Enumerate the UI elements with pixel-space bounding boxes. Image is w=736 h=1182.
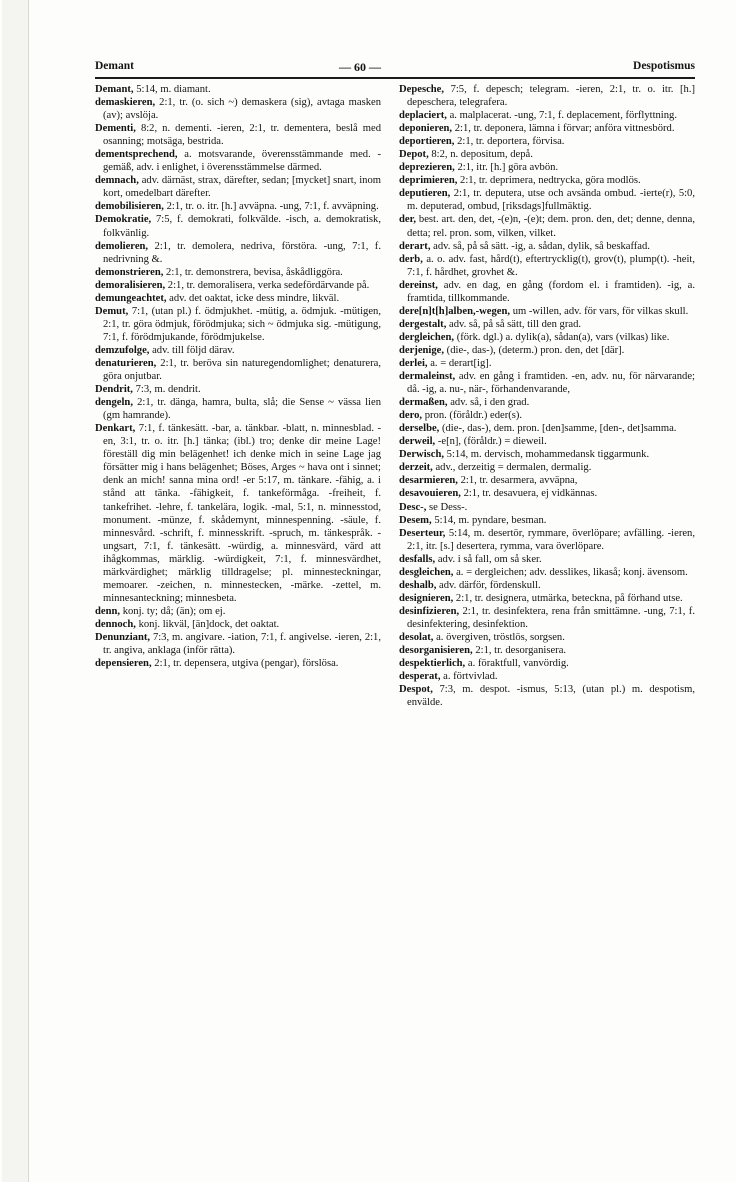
dictionary-entry — [399, 683, 695, 709]
entry-definition: 2:1, tr. demoralisera, verka sedefördärvande på. — [167, 279, 370, 291]
entry-definition: 2:1, tr. desarmera, avväpna, — [460, 475, 578, 487]
dictionary-entry — [399, 579, 695, 592]
entry-headword: desgleichen, — [399, 566, 454, 578]
dictionary-entry — [399, 487, 695, 500]
entry-headword: derart, — [399, 240, 431, 252]
entry-headword: derselbe, — [399, 423, 440, 435]
dictionary-entry — [399, 514, 695, 527]
entry-definition: 2:1, tr. desinfektera, rena från smittämne. -ung, 7:1, f. desinfektering, desinfektion. — [407, 605, 695, 630]
dictionary-entry — [95, 279, 381, 292]
entry-definition: 5:14, m. diamant. — [136, 84, 211, 95]
entry-definition: a. = dergleichen; adv. desslikes, likaså; konj. ävensom. — [456, 566, 688, 578]
page-binding-edge — [2, 0, 29, 1182]
dictionary-entry — [399, 657, 695, 670]
dictionary-entry — [95, 657, 381, 670]
dictionary-entry — [399, 83, 695, 109]
dictionary-entry — [399, 122, 695, 135]
entry-definition: um -willen, adv. för vars, för vilkas skull. — [512, 305, 689, 317]
dictionary-entry — [95, 292, 381, 305]
entry-headword: Depesche, — [399, 84, 445, 95]
dictionary-entry — [399, 161, 695, 174]
entry-headword: deportieren, — [399, 136, 455, 148]
entry-headword: depensieren, — [95, 658, 152, 670]
entry-definition: adv. det oaktat, icke dess mindre, likväl. — [169, 292, 340, 304]
entry-headword: desorganisieren, — [399, 645, 473, 657]
dictionary-entry — [95, 631, 381, 657]
entry-definition: (förk. dgl.) a. dylik(a), sådan(a), vars (vilkas) like. — [456, 331, 670, 343]
entry-definition: 5:14, m. pyndare, besman. — [434, 514, 547, 526]
entry-headword: Desc-, — [399, 501, 427, 513]
dictionary-entry — [399, 474, 695, 487]
header-rule — [95, 77, 695, 79]
entry-headword: Dendrit, — [95, 384, 133, 396]
entry-headword: dero, — [399, 410, 423, 422]
entry-definition: adv. därför, fördenskull. — [439, 579, 541, 591]
entry-headword: demzufolge, — [95, 344, 150, 356]
dictionary-entry — [399, 566, 695, 579]
entry-headword: desarmieren, — [399, 475, 458, 487]
entry-definition: 2:1, tr. desorganisera. — [475, 645, 567, 657]
entry-headword: Demut, — [95, 305, 129, 317]
dictionary-entry — [399, 553, 695, 566]
dictionary-entry — [95, 96, 381, 122]
dictionary-entry — [95, 422, 381, 605]
entry-headword: Depot, — [399, 149, 429, 161]
entry-headword: dergestalt, — [399, 318, 447, 330]
entry-definition: 2:1, tr. deportera, förvisa. — [457, 136, 565, 148]
entry-definition: adv. i så fall, om så sker. — [437, 553, 542, 565]
dictionary-entry — [95, 174, 381, 200]
dictionary-entry — [95, 213, 381, 239]
entry-definition: 2:1, tr. beröva sin naturegendomlighet; denaturera, göra onjutbar. — [103, 357, 381, 383]
dictionary-entry — [399, 148, 695, 161]
dictionary-entry — [399, 357, 695, 370]
dictionary-entry — [399, 592, 695, 605]
entry-headword: demnach, — [95, 175, 139, 187]
right-guide-word: Despotismus — [633, 60, 695, 72]
dictionary-entry — [399, 135, 695, 148]
dictionary-entry — [95, 383, 381, 396]
entry-headword: desolat, — [399, 631, 434, 643]
entry-definition: 5:14, m. desertör, rymmare, överlöpare; avfälling. -ieren, 2:1, itr. [s.] desertera, rymma, vara överlöpare. — [407, 527, 695, 552]
dictionary-entry — [399, 527, 695, 553]
entry-headword: demonstrieren, — [95, 266, 164, 278]
entry-headword: Denunziant, — [95, 631, 151, 643]
entry-headword: Desem, — [399, 514, 432, 526]
entry-headword: derb, — [399, 253, 423, 265]
entry-definition: 2:1, tr. deponera, lämna i förvar; anföra vittnesbörd. — [454, 123, 675, 135]
entry-definition: 7:3, m. dendrit. — [135, 384, 201, 396]
entry-definition: se Dess-. — [429, 501, 468, 513]
entry-definition: 7:3, m. despot. -ismus, 5:13, (utan pl.) m. despotism, envälde. — [407, 684, 695, 709]
entry-definition: adv. en gång i framtiden. -en, adv. nu, för närvarande; då. -ig, a. nu-, när-, förhandenvarande, — [407, 371, 695, 396]
right-column — [399, 83, 695, 709]
entry-definition: a. = derart[ig]. — [430, 357, 492, 369]
entry-definition: 2:1, tr. deputera, utse och avsända ombud. -ierte(r), 5:0, m. deputerad, ombud, [riksdags]fullmäktig. — [407, 188, 696, 213]
entry-headword: dermaßen, — [399, 397, 448, 409]
dictionary-entry — [399, 461, 695, 474]
entry-headword: despektierlich, — [399, 658, 466, 670]
entry-definition: adv. en dag, en gång (fordom el. i framtiden). -ig, a. framtida, tillkommande. — [407, 279, 695, 304]
entry-definition: 2:1, tr. o. itr. [h.] avväpna. -ung, 7:1, f. avväpning. — [166, 201, 379, 213]
dictionary-entry — [399, 174, 695, 187]
entry-headword: Despot, — [399, 684, 433, 696]
entry-definition: 5:14, m. dervisch, mohammedansk tiggarmunk. — [446, 449, 650, 461]
entry-definition: adv., derzeitig = dermalen, dermalig. — [435, 462, 592, 474]
entry-headword: desavouieren, — [399, 488, 461, 500]
left-column — [95, 83, 381, 670]
entry-headword: dermaleinst, — [399, 371, 456, 383]
dictionary-entry — [95, 266, 381, 279]
entry-definition: adv. till följd därav. — [152, 344, 235, 356]
dictionary-entry — [399, 253, 695, 279]
entry-definition: 2:1, tr. designera, utmärka, beteckna, på förhand utse. — [455, 592, 683, 604]
entry-headword: dere[n]t[h]alben,-wegen, — [399, 305, 511, 317]
entry-definition: 7:5, f. demokrati, folkvälde. -isch, a. demokratisk, folkvänlig. — [103, 214, 381, 239]
page-header — [95, 60, 695, 78]
dictionary-entry — [399, 501, 695, 514]
entry-headword: der, — [399, 214, 416, 226]
dictionary-entry — [399, 435, 695, 448]
entry-definition: konj. ty; då; (än); om ej. — [122, 605, 226, 617]
entry-definition: a. o. adv. fast, hård(t), eftertrycklig(t), grov(t), plump(t). -heit, 7:1, f. hårdhet, grovhet &. — [407, 253, 695, 278]
entry-headword: deputieren, — [399, 188, 451, 200]
entry-headword: deplaciert, — [399, 110, 447, 122]
entry-definition: a. övergiven, tröstlös, sorgsen. — [436, 631, 565, 643]
entry-headword: dementsprechend, — [95, 149, 178, 161]
entry-headword: dennoch, — [95, 618, 136, 630]
entry-definition: a. malplacerat. -ung, 7:1, f. deplacement, förflyttning. — [449, 110, 677, 122]
entry-definition: a. förtvivlad. — [443, 671, 498, 683]
dictionary-entry — [399, 605, 695, 631]
entry-headword: derjenige, — [399, 344, 445, 356]
entry-definition: 2:1, itr. [h.] göra avbön. — [457, 162, 559, 174]
entry-definition: 2:1, tr. deprimera, nedtrycka, göra modlös. — [460, 175, 641, 187]
dictionary-entry — [399, 344, 695, 357]
entry-headword: deprimieren, — [399, 175, 458, 187]
dictionary-entry — [399, 670, 695, 683]
dictionary-entry — [399, 396, 695, 409]
entry-headword: demolieren, — [95, 240, 149, 252]
dictionary-entry — [399, 240, 695, 253]
entry-headword: derzeit, — [399, 462, 433, 474]
entry-headword: dereinst, — [399, 279, 438, 291]
dictionary-entry — [95, 605, 381, 618]
dictionary-entry — [95, 396, 381, 422]
entry-definition: 2:1, tr. demolera, nedriva, förstöra. -ung, 7:1, f. nedrivning &. — [103, 240, 381, 265]
entry-definition: adv. så, i den grad. — [450, 397, 530, 409]
entry-headword: desperat, — [399, 671, 441, 683]
entry-headword: desinfizieren, — [399, 605, 460, 617]
dictionary-entry — [399, 448, 695, 461]
entry-headword: demungeachtet, — [95, 292, 167, 304]
dictionary-entry — [399, 279, 695, 305]
dictionary-entry — [399, 318, 695, 331]
entry-headword: Deserteur, — [399, 527, 446, 539]
dictionary-entry — [399, 109, 695, 122]
entry-headword: derlei, — [399, 357, 428, 369]
entry-headword: derweil, — [399, 436, 436, 448]
dictionary-entry — [399, 331, 695, 344]
entry-headword: denaturieren, — [95, 357, 157, 369]
entry-definition: 8:2, n. depositum, depå. — [431, 149, 533, 161]
entry-headword: deponieren, — [399, 123, 453, 135]
entry-headword: Denkart, — [95, 423, 136, 435]
entry-headword: denn, — [95, 605, 121, 617]
entry-definition: 2:1, tr. desavuera, ej vidkännas. — [463, 488, 598, 500]
entry-headword: deshalb, — [399, 579, 437, 591]
dictionary-entry — [399, 370, 695, 396]
entry-definition: -e[n], (föråldr.) = dieweil. — [437, 436, 547, 448]
dictionary-entry — [95, 357, 381, 383]
dictionary-entry — [399, 409, 695, 422]
entry-headword: desfalls, — [399, 553, 436, 565]
dictionary-entry — [95, 148, 381, 174]
dictionary-entry — [399, 187, 695, 213]
entry-headword: demaskieren, — [95, 97, 156, 109]
entry-headword: demobilisieren, — [95, 201, 164, 213]
page-number: — 60 — — [339, 60, 381, 74]
entry-definition: 7:3, m. angivare. -iation, 7:1, f. angivelse. -ieren, 2:1, tr. angiva, anklaga (inför rätta). — [103, 631, 382, 657]
dictionary-entry — [95, 83, 381, 96]
dictionary-entry — [95, 240, 381, 266]
entry-headword: demoralisieren, — [95, 279, 166, 291]
entry-headword: dergleichen, — [399, 331, 455, 343]
dictionary-entry — [399, 631, 695, 644]
entry-headword: dengeln, — [95, 397, 133, 409]
entry-definition: 2:1, tr. dänga, hamra, bulta, slå; die Sense ~ vässa lien (gm hamrande). — [103, 397, 381, 422]
entry-definition: 2:1, tr. depensera, utgiva (pengar), förslösa. — [154, 658, 339, 670]
dictionary-entry — [399, 305, 695, 318]
entry-headword: designieren, — [399, 592, 454, 604]
dictionary-entry — [399, 422, 695, 435]
dictionary-entry — [399, 644, 695, 657]
entry-definition: 7:1, (utan pl.) f. ödmjukhet. -mütig, a. ödmjuk. -mütigen, 2:1, tr. göra ödmjuk, förödmjuka; sich ~ ödmjuka sig. -mütigung, 7:1, f. förödmjukande, förödmjukelse. — [103, 305, 382, 343]
entry-headword: deprezieren, — [399, 162, 455, 174]
entry-definition: 7:1, f. tänkesätt. -bar, a. tänkbar. -blatt, n. minnesblad. -en, 3:1, tr. o. itr. [h.] tänka; (ibl.) tro; denke dir meine Lage! föreställ dig min belägenhet! ich denke mich in seine Lage jag försätter mig i hans belägenhet; Böses, Arges ~ hava ont i sinnet; denk an mich! sanna mina ord! -er 5:17, m. tänkare. -fähig, a. i stånd att tänka. -fähigkeit, f. tankeförmåga. -freiheit, f. tankefrihet. -lehre, f. tankelära, logik. -mal, 5:1, n. minnesstod, monument. -münze, f. skådemynt, minnespenning. -säule, f. minnesvård. -schrift, f. minnesskrift. -spruch, m. tänkespråk. -ungsart, 7:1, f. tänkesätt. -würdig, a. minnesvärd, värd att ihågkommas, märklig. -würdigkeit, 7:1, f. minnesvärdhet, märkvärdighet; märklig tilldragelse; pl. minnesteckningar, memoarer. -zeichen, n. minnestecken, -märke. -zettel, m. minnesanteckning; minnesbeta. — [103, 423, 381, 604]
entry-definition: 8:2, n. dementi. -ieren, 2:1, tr. dementera, beslå med osanning; motsäga, bestrida. — [103, 123, 381, 148]
entry-definition: a. motsvarande, överensstämmande med. -gemäß, adv. i enlighet, i överensstämmelse därmed. — [103, 149, 382, 174]
entry-headword: Demokratie, — [95, 214, 152, 226]
entry-definition: konj. likväl, [än]dock, det oaktat. — [138, 618, 280, 630]
entry-definition: adv. därnäst, strax, därefter, sedan; [mycket] snart, inom kort, omedelbart därefter. — [103, 175, 382, 200]
entry-definition: adv. så, på så sätt, till den grad. — [449, 318, 582, 330]
entry-headword: Dementi, — [95, 123, 136, 135]
entry-definition: 7:5, f. depesch; telegram. -ieren, 2:1, tr. o. itr. [h.] depeschera, telegrafera. — [407, 84, 695, 109]
entry-definition: (die-, das-), (determ.) pron. den, det [där]. — [446, 344, 625, 356]
entry-definition: a. föraktfull, vanvördig. — [467, 658, 569, 670]
entry-definition: 2:1, tr. demonstrera, bevisa, åskådliggöra. — [166, 266, 343, 278]
dictionary-entry — [95, 344, 381, 357]
entry-definition: pron. (föråldr.) eder(s). — [424, 410, 523, 422]
entry-definition: adv. så, på så sätt. -ig, a. sådan, dylik, så beskaffad. — [433, 240, 650, 252]
entry-definition: best. art. den, det, -(e)n, -(e)t; dem. pron. den, det; denne, denna, detta; rel. pron. som, vilken, vilket. — [407, 214, 695, 239]
dictionary-entry — [95, 305, 381, 344]
entry-headword: Demant, — [95, 84, 134, 95]
entry-definition: 2:1, tr. (o. sich ~) demaskera (sig), avtaga masken (av); avslöja. — [103, 97, 381, 122]
dictionary-entry — [95, 618, 381, 631]
dictionary-entry — [95, 122, 381, 148]
dictionary-entry — [399, 213, 695, 239]
dictionary-entry — [95, 200, 381, 213]
left-guide-word: Demant — [95, 60, 134, 72]
entry-definition: (die-, das-), dem. pron. [den]samme, [den-, det]samma. — [441, 423, 677, 435]
entry-headword: Derwisch, — [399, 449, 445, 461]
